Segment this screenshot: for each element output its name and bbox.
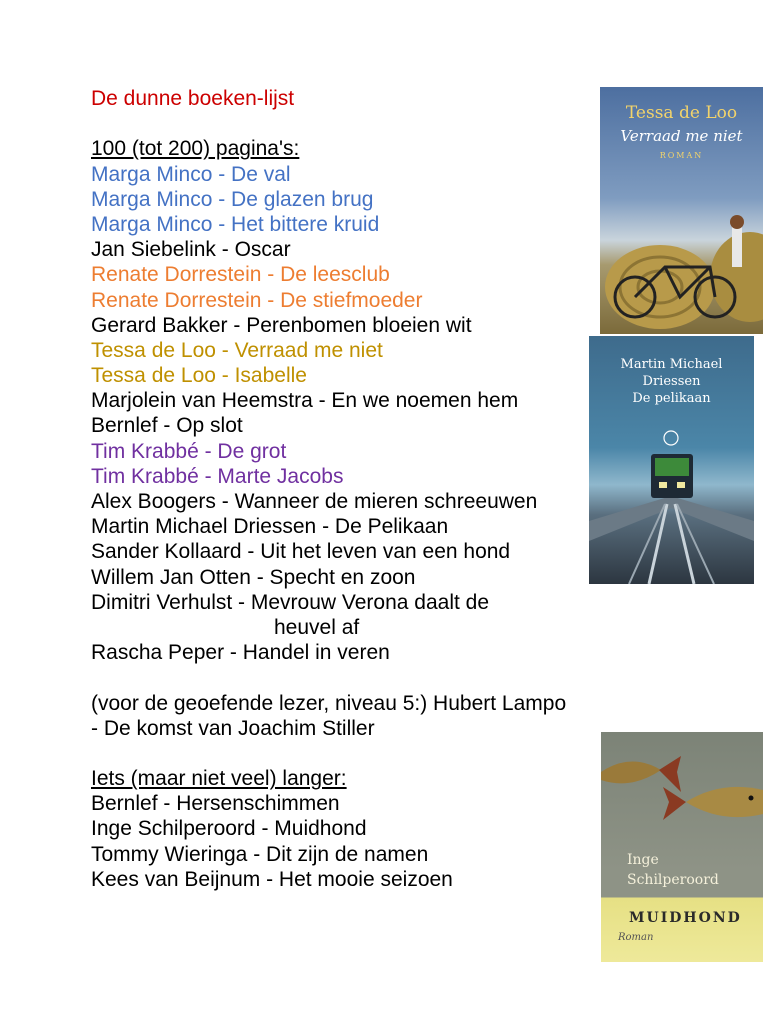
book-list-item: Alex Boogers - Wanneer de mieren schreeuwen <box>91 490 538 513</box>
book-list-item: Jan Siebelink - Oscar <box>91 238 291 262</box>
book-list-item: Tim Krabbé - Marte Jacobs <box>91 464 344 488</box>
book-list-item: Sander Kollaard - Uit het leven van een hond <box>91 540 511 564</box>
cover1-subtitle: ROMAN <box>659 151 704 160</box>
book-list-item: Marga Minco - De glazen brug <box>91 187 374 211</box>
book-cover-muidhond <box>601 732 763 962</box>
cover3-title: MUIDHOND <box>629 910 742 926</box>
cover3-author <box>627 850 719 890</box>
cover1-author: Tessa de Loo <box>625 103 738 123</box>
hay-bale-bicycle-illustration <box>600 87 763 334</box>
spacer <box>91 741 571 766</box>
section2-list <box>91 791 571 892</box>
book-list-item: Tessa de Loo - Isabelle <box>91 364 307 388</box>
book-list-item: Renate Dorrestein - De stiefmoeder <box>91 288 423 312</box>
section1-list <box>91 162 571 666</box>
book-list-item: Marga Minco - Het bittere kruid <box>91 212 380 236</box>
cover3-subtitle: Roman <box>618 932 654 943</box>
book-list-item: Gerard Bakker - Perenbomen bloeien wit <box>91 313 472 337</box>
book-list-item: Bernlef - Hersenschimmen <box>91 792 340 816</box>
book-list-document <box>91 86 571 892</box>
cover2-author-title <box>589 356 754 407</box>
fish-illustration <box>601 732 763 962</box>
cover2-author-line2: Driessen <box>642 374 701 389</box>
book-list-item: Kees van Beijnum - Het mooie seizoen <box>91 867 453 891</box>
book-list-item: Tim Krabbé - De grot <box>91 439 287 463</box>
book-list-item: Renate Dorrestein - De leesclub <box>91 263 390 287</box>
document-title: De dunne boeken-lijst <box>91 87 295 110</box>
cover3-author-line1: Inge <box>627 852 659 868</box>
book-cover-verraad-me-niet <box>600 87 763 334</box>
advanced-reader-note: (voor de geoefende lezer, niveau 5:) Hubert Lampo - De komst van Joachim Stiller <box>91 691 567 740</box>
book-list-item: Martin Michael Driessen - De Pelikaan <box>91 515 449 539</box>
book-cover-de-pelikaan <box>589 336 754 584</box>
section1-heading: 100 (tot 200) pagina's: <box>91 137 300 161</box>
book-list-item: Rascha Peper - Handel in veren <box>91 641 390 665</box>
book-list-item: Dimitri Verhulst - Mevrouw Verona daalt de <box>91 590 490 614</box>
book-list-item: Inge Schilperoord - Muidhond <box>91 817 367 841</box>
cover1-title: Verraad me niet <box>620 127 743 145</box>
book-list-item: Tommy Wieringa - Dit zijn de namen <box>91 842 429 866</box>
book-list-item: Marjolein van Heemstra - En we noemen hem <box>91 389 519 413</box>
cover3-author-line2: Schilperoord <box>627 872 719 888</box>
book-list-item: Marga Minco - De val <box>91 162 291 186</box>
cover2-title: De pelikaan <box>632 391 711 406</box>
book-list-item: Bernlef - Op slot <box>91 414 243 438</box>
book-list-item: Willem Jan Otten - Specht en zoon <box>91 565 416 589</box>
spacer <box>91 665 571 690</box>
book-list-item: heuvel af <box>274 615 360 639</box>
cover2-author-line1: Martin Michael <box>620 357 723 372</box>
spacer <box>91 111 571 136</box>
book-list-item: Tessa de Loo - Verraad me niet <box>91 338 383 362</box>
section2-heading: Iets (maar niet veel) langer: <box>91 767 347 791</box>
